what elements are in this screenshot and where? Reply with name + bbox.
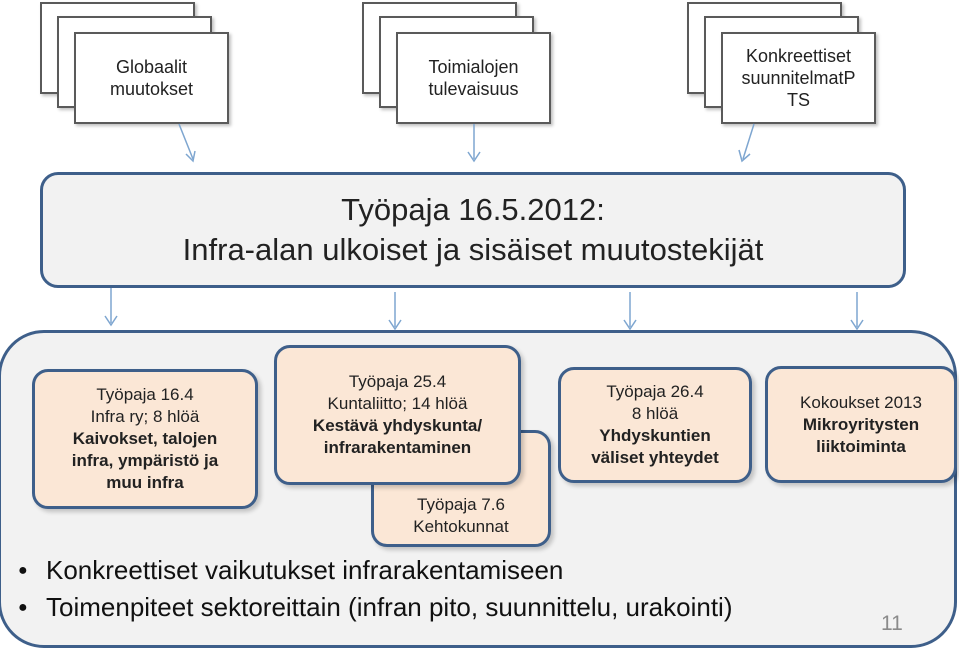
workshop-title: Työpaja 7.6 xyxy=(417,495,505,514)
page-number: 11 xyxy=(881,612,903,635)
bullet-dot-icon: ● xyxy=(18,599,28,616)
meetings-box-2013 xyxy=(765,366,957,483)
banner-title: Työpaja 16.5.2012: xyxy=(341,192,605,227)
workshop-meta: 8 hlöä xyxy=(631,404,679,423)
arrow-down-icon xyxy=(739,124,754,161)
workshop-meta: Kehtokunnat xyxy=(413,517,509,536)
arrow-down-icon xyxy=(389,292,401,329)
stack-sheet-front xyxy=(396,32,551,124)
workshop-title: Työpaja 16.4 xyxy=(96,385,194,404)
workshop-topic: Yhdyskuntien xyxy=(599,426,711,445)
stack-label-globaalit: Globaalit muutokset xyxy=(109,57,194,99)
workshop-title: Työpaja 25.4 xyxy=(348,372,447,391)
meetings-title: Kokoukset 2013 xyxy=(800,392,922,412)
workshop-topic: Kaivokset, talojen xyxy=(72,429,218,448)
workshop-meta: Infra ry; 8 hlöä xyxy=(90,407,200,426)
workshop-box-26-4 xyxy=(558,367,752,483)
workshop-box-16-4 xyxy=(32,369,258,509)
stack-label-konkreettiset: Konkreettiset suunnitelmatP TS xyxy=(741,46,856,110)
bullet-item xyxy=(18,552,732,589)
meetings-topic: liiktoiminta xyxy=(816,436,906,456)
arrow-down-icon xyxy=(179,124,195,161)
meetings-topic: Mikroyritysten xyxy=(802,414,920,434)
workshop-title: Työpaja 26.4 xyxy=(606,382,704,401)
workshop-topic: Kestävä yhdyskunta/ xyxy=(312,416,483,435)
bullet-list xyxy=(18,552,732,626)
workshop-topic: väliset yhteydet xyxy=(591,448,719,467)
arrow-down-icon xyxy=(105,288,117,325)
stack-label-toimialojen: Toimialojen tulevaisuus xyxy=(428,57,519,99)
arrow-down-icon xyxy=(624,292,636,329)
arrow-down-icon xyxy=(851,292,863,329)
arrow-down-icon xyxy=(468,124,480,161)
stack-sheet-front xyxy=(74,32,229,124)
workshop-topic: muu infra xyxy=(106,473,184,492)
workshop-topic: infra, ympäristö ja xyxy=(71,451,219,470)
workshop-meta: Kuntaliitto; 14 hlöä xyxy=(327,394,468,413)
bullet-text: Toimenpiteet sektoreittain (infran pito, suunnittelu, urakointi) xyxy=(46,592,733,622)
workshop-topic: infrarakentaminen xyxy=(323,438,472,457)
workshop-banner xyxy=(40,172,906,288)
bullet-text: Konkreettiset vaikutukset infrarakentamiseen xyxy=(46,555,564,585)
stack-sheet-front xyxy=(721,32,876,124)
banner-subtitle: Infra-alan ulkoiset ja sisäiset muutostekijät xyxy=(182,232,764,267)
bullet-item xyxy=(18,589,732,626)
workshop-box-25-4 xyxy=(274,345,521,485)
bullet-dot-icon: ● xyxy=(18,562,28,579)
